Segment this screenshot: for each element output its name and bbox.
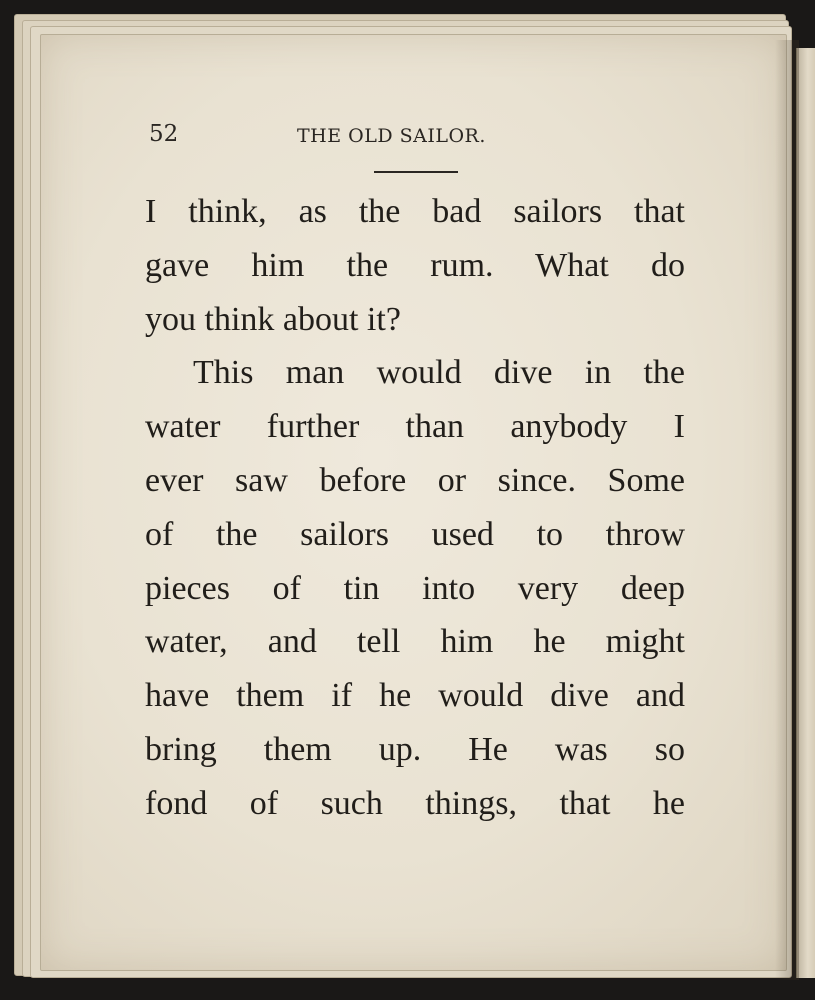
page-header xyxy=(141,117,641,157)
text-line: pieces of tin into very deep xyxy=(145,569,685,607)
text-line: you think about it? xyxy=(145,300,401,338)
page-number: 52 xyxy=(149,121,179,147)
text-line: water further than anybody I xyxy=(145,408,685,446)
text-line: gave him the rum. What do xyxy=(145,246,685,284)
text-line: have them if he would dive and xyxy=(145,677,685,715)
body-text xyxy=(145,185,685,831)
gutter-shadow xyxy=(775,40,799,980)
text-line: I think, as the bad sailors that xyxy=(145,193,685,230)
text-line: bring them up. He was so xyxy=(145,730,685,768)
text-line: This man would dive in the xyxy=(193,354,685,392)
book-page xyxy=(40,34,787,971)
text-line: ever saw before or since. Some xyxy=(145,461,685,499)
text-line: fond of such things, that he xyxy=(145,784,685,822)
header-rule xyxy=(374,171,458,173)
text-line: of the sailors used to throw xyxy=(145,515,685,553)
text-line: water, and tell him he might xyxy=(145,623,685,661)
running-head: THE OLD SAILOR. xyxy=(297,125,486,147)
